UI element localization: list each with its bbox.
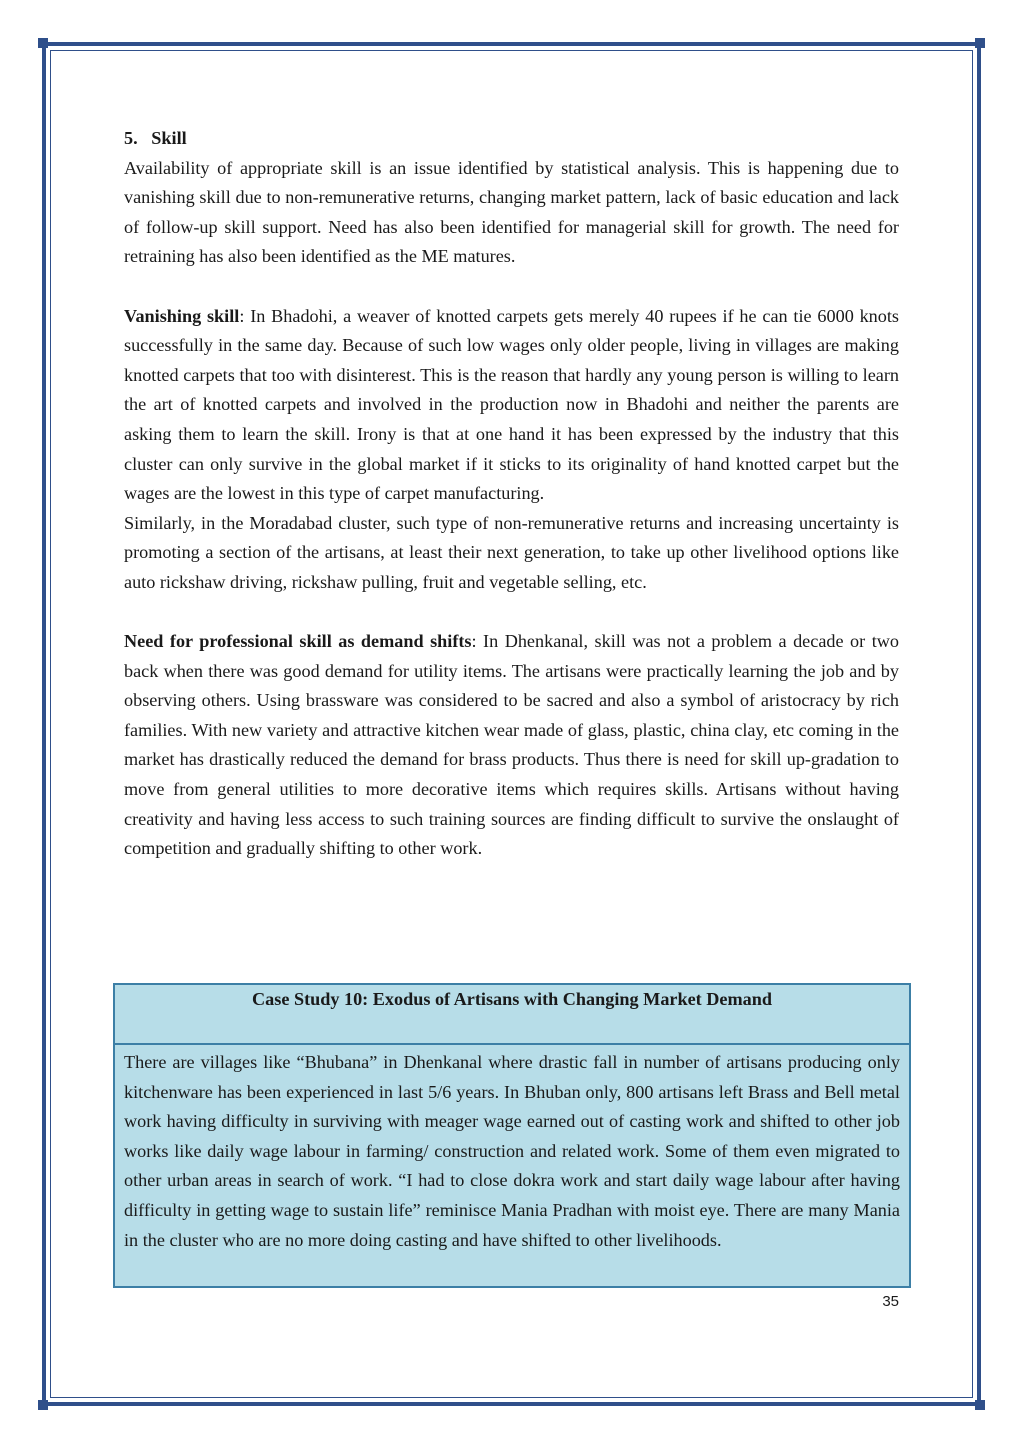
case-study-box [113, 983, 911, 1288]
section-title: Skill [151, 128, 187, 148]
page-number: 35 [882, 1293, 899, 1310]
vanishing-skill-text: : In Bhadohi, a weaver of knotted carpets gets merely 40 rupees if he can tie 6000 knots successfully in the same day. Because of such low wages only older people, living in villages are making knotted carpets that too with disinterest. This is the reason that hardly any young person is willing to learn the art of knotted carpets and involved in the production now in Bhadohi and neither the parents are asking them to learn the skill. Irony is that at one hand it has been expressed by the industry that this cluster can only survive in the global market if it sticks to its originality of hand knotted carpet but the wages are the lowest in this type of carpet manufacturing. [124, 305, 899, 504]
border-corner-bottom-left [38, 1400, 48, 1410]
vanishing-skill-paragraph [124, 302, 899, 509]
paragraph-gap [124, 272, 899, 302]
section-number: 5. [124, 128, 138, 148]
border-corner-top-left [38, 38, 48, 48]
moradabad-paragraph: Similarly, in the Moradabad cluster, such type of non-remunerative returns and increasing uncertainty is promoting a section of the artisans, at least their next generation, to take up other livelihood options like auto rickshaw driving, rickshaw pulling, fruit and vegetable selling, etc. [124, 512, 899, 592]
case-study-body: There are villages like “Bhubana” in Dhenkanal where drastic fall in number of artisans producing only kitchenware has been experienced in last 5/6 years. In Bhuban only, 800 artisans left Brass and Bell metal work having difficulty in surviving with meager wage earned out of casting work and shifted to other job works like daily wage labour in farming/ construction and related work. Some of them even migrated to other urban areas in search of work. “I had to close dokra work and start daily wage labour after having difficulty in getting wage to sustain life” reminisce Mania Pradhan with moist eye. There are many Mania in the cluster who are no more doing casting and have shifted to other livelihoods. [124, 1052, 900, 1250]
professional-skill-lead: Need for professional skill as demand shifts [124, 631, 472, 652]
page-content [124, 124, 899, 864]
professional-skill-text: : In Dhenkanal, skill was not a problem a decade or two back when there was good demand for utility items. The artisans were practically learning the job and by observing others. Using brassware was considered to be sacred and also a symbol of aristocracy by rich families. With new variety and attractive kitchen wear made of glass, plastic, china clay, etc coming in the market has drastically reduced the demand for brass products. Thus there is need for skill up-gradation to move from general utilities to more decorative items which requires skills. Artisans without having creativity and having less access to such training sources are finding difficult to survive the onslaught of competition and gradually shifting to other work. [124, 631, 899, 859]
section-intro-paragraph: Availability of appropriate skill is an issue identified by statistical analysis. This is happening due to vanishing skill due to non-remunerative returns, changing market pattern, lack of basic education and lack of follow-up skill support. Need has also been identified for managerial skill for growth. The need for retraining has also been identified as the ME matures. [124, 157, 899, 267]
professional-skill-paragraph [124, 627, 899, 864]
case-study-title: Case Study 10: Exodus of Artisans with Changing Market Demand [115, 985, 909, 1045]
paragraph-gap [124, 598, 899, 628]
border-corner-top-right [975, 38, 985, 48]
section-heading [124, 124, 899, 154]
border-corner-bottom-right [975, 1400, 985, 1410]
vanishing-skill-lead: Vanishing skill [124, 305, 240, 326]
